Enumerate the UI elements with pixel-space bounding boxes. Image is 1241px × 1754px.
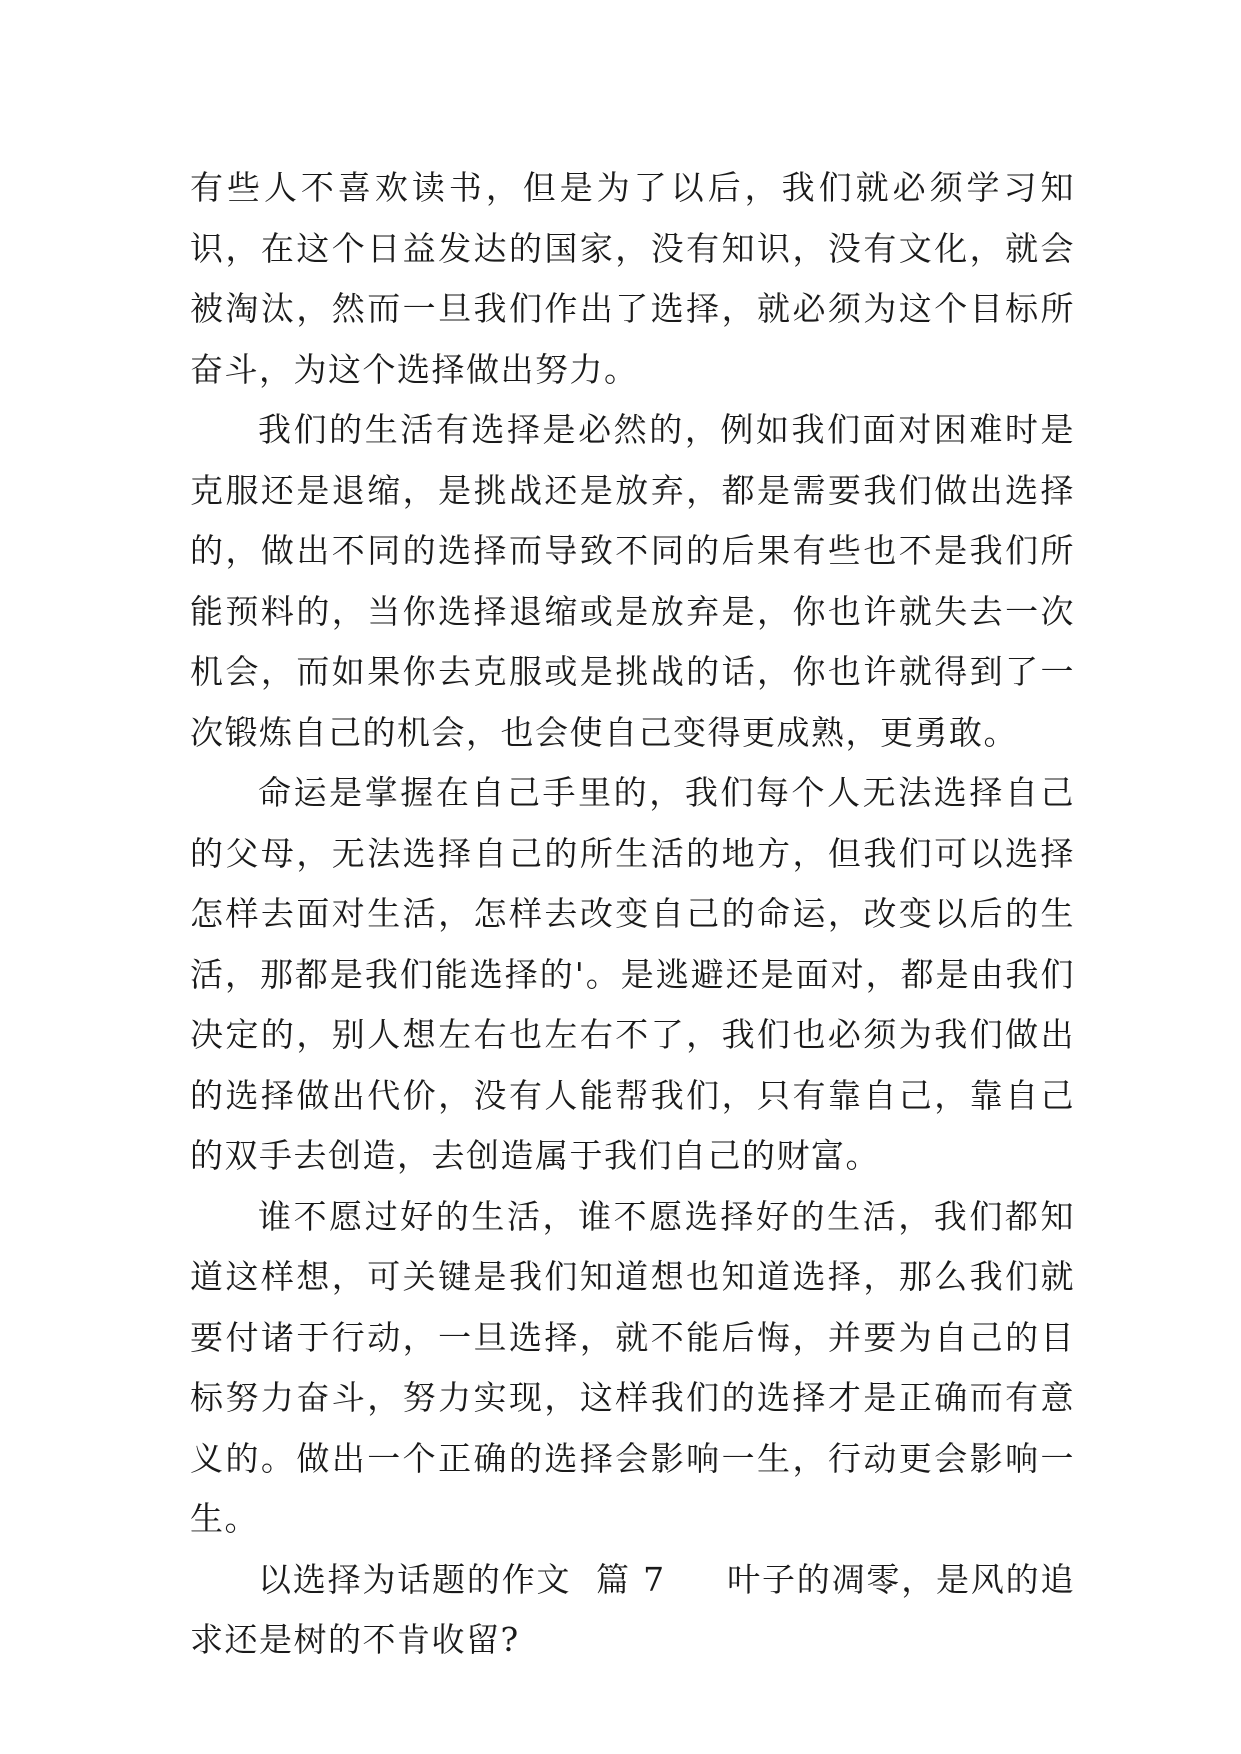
document-page (190, 158, 1075, 1671)
paragraph-4: 谁不愿过好的生活，谁不愿选择好的生活，我们都知道这样想，可关键是我们知道想也知道选择，那么我们就要付诸于行动，一旦选择，就不能后悔，并要为自己的目标努力奋斗，努力实现，这样我们的选择才是正确而有意义的。做出一个正确的选择会影响一生，行动更会影响一生。 (190, 1196, 1075, 1538)
paragraph-2: 我们的生活有选择是必然的，例如我们面对困难时是克服还是退缩，是挑战还是放弃，都是需要我们做出选择的，做出不同的选择而导致不同的后果有些也不是我们所能预料的，当你选择退缩或是放弃是，你也许就失去一次机会，而如果你去克服或是挑战的话，你也许就得到了一次锻炼自己的机会，也会使自己变得更成熟，更勇敢。 (190, 410, 1075, 752)
paragraph-5: 以选择为话题的作文 篇 7 叶子的凋零，是风的追求还是树的不肯收留? (190, 1559, 1075, 1659)
paragraph-3: 命运是掌握在自己手里的，我们每个人无法选择自己的父母，无法选择自己的所生活的地方，但我们可以选择怎样去面对生活，怎样去改变自己的命运，改变以后的生活，那都是我们能选择的'。是逃避还是面对，都是由我们决定的，别人想左右也左右不了，我们也必须为我们做出的选择做出代价，没有人能帮我们，只有靠自己，靠自己的双手去创造，去创造属于我们自己的财富。 (190, 773, 1075, 1175)
paragraph-1: 有些人不喜欢读书，但是为了以后，我们就必须学习知识，在这个日益发达的国家，没有知识，没有文化，就会被淘汰，然而一旦我们作出了选择，就必须为这个目标所奋斗，为这个选择做出努力。 (190, 168, 1075, 389)
